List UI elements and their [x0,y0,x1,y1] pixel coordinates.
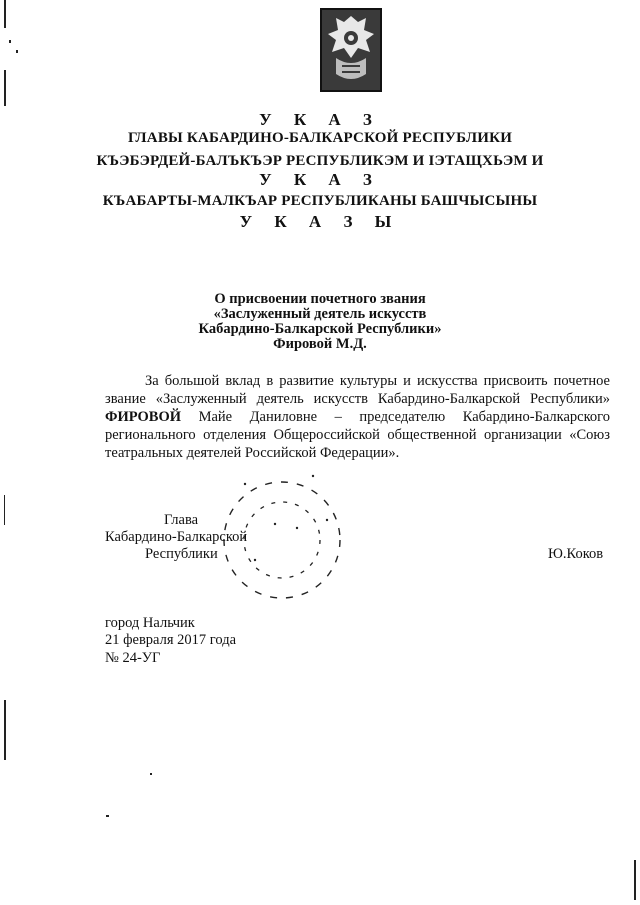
header-ukaz: У К А З [259,110,381,129]
signatory-name: Ю.Коков [548,546,604,562]
subject-line-1: О присвоении почетного звания [214,291,426,307]
body-intro: За большой вклад в развитие культуры и искусства присвоить почетное звание «Заслуженный деятель искусств Кабардино-Балкарской Республики» [105,373,610,407]
scan-edge-mark [16,50,18,53]
scan-edge-mark [4,700,6,760]
signature-title-line-3: Республики [145,546,218,562]
scan-edge-mark [634,860,636,900]
subject-line-3: Кабардино-Балкарской Республики» [198,321,442,337]
header-title-ru: ГЛАВЫ КАБАРДИНО-БАЛКАРСКОЙ РЕСПУБЛИКИ [127,130,513,146]
header-title-kbd: КЪЭБЭРДЕЙ-БАЛЪКЪЭР РЕСПУБЛИКЭМ И ІЭТАЩХЬЭМ И [96,153,544,169]
signature-title-line-2: Кабардино-Балкарской [105,529,248,545]
signature-title-line-1: Глава [164,512,199,528]
body-rest: Майе Даниловне – председателю Кабардино-Балкарского регионального отделения Общероссийской общественной организации «Союз театральных деятелей Российской Федерации». [105,409,610,461]
header-title-krc: КЪАБАРТЫ-МАЛКЪАР РЕСПУБЛИКАНЫ БАШЧЫСЫНЫ [102,193,538,209]
scan-speck [150,773,152,775]
subject-line-4: Фировой М.Д. [273,336,367,352]
header-ukaz-krc: У К А З Ы [239,212,401,231]
scan-edge-mark [4,0,6,28]
issue-date: 21 февраля 2017 года [105,632,237,648]
decree-number: № 24-УГ [105,650,161,666]
header-ukaz-kbd: У К А З [259,170,381,189]
scan-edge-mark [4,70,6,106]
scan-edge-mark [9,40,11,43]
decree-body [105,372,610,462]
subject-line-2: «Заслуженный деятель искусств [213,306,427,322]
scan-speck [106,815,109,817]
scan-edge-mark [4,495,5,525]
body-name: ФИРОВОЙ [105,409,182,425]
issue-city: город Нальчик [105,615,195,631]
coat-of-arms-icon [320,8,382,92]
